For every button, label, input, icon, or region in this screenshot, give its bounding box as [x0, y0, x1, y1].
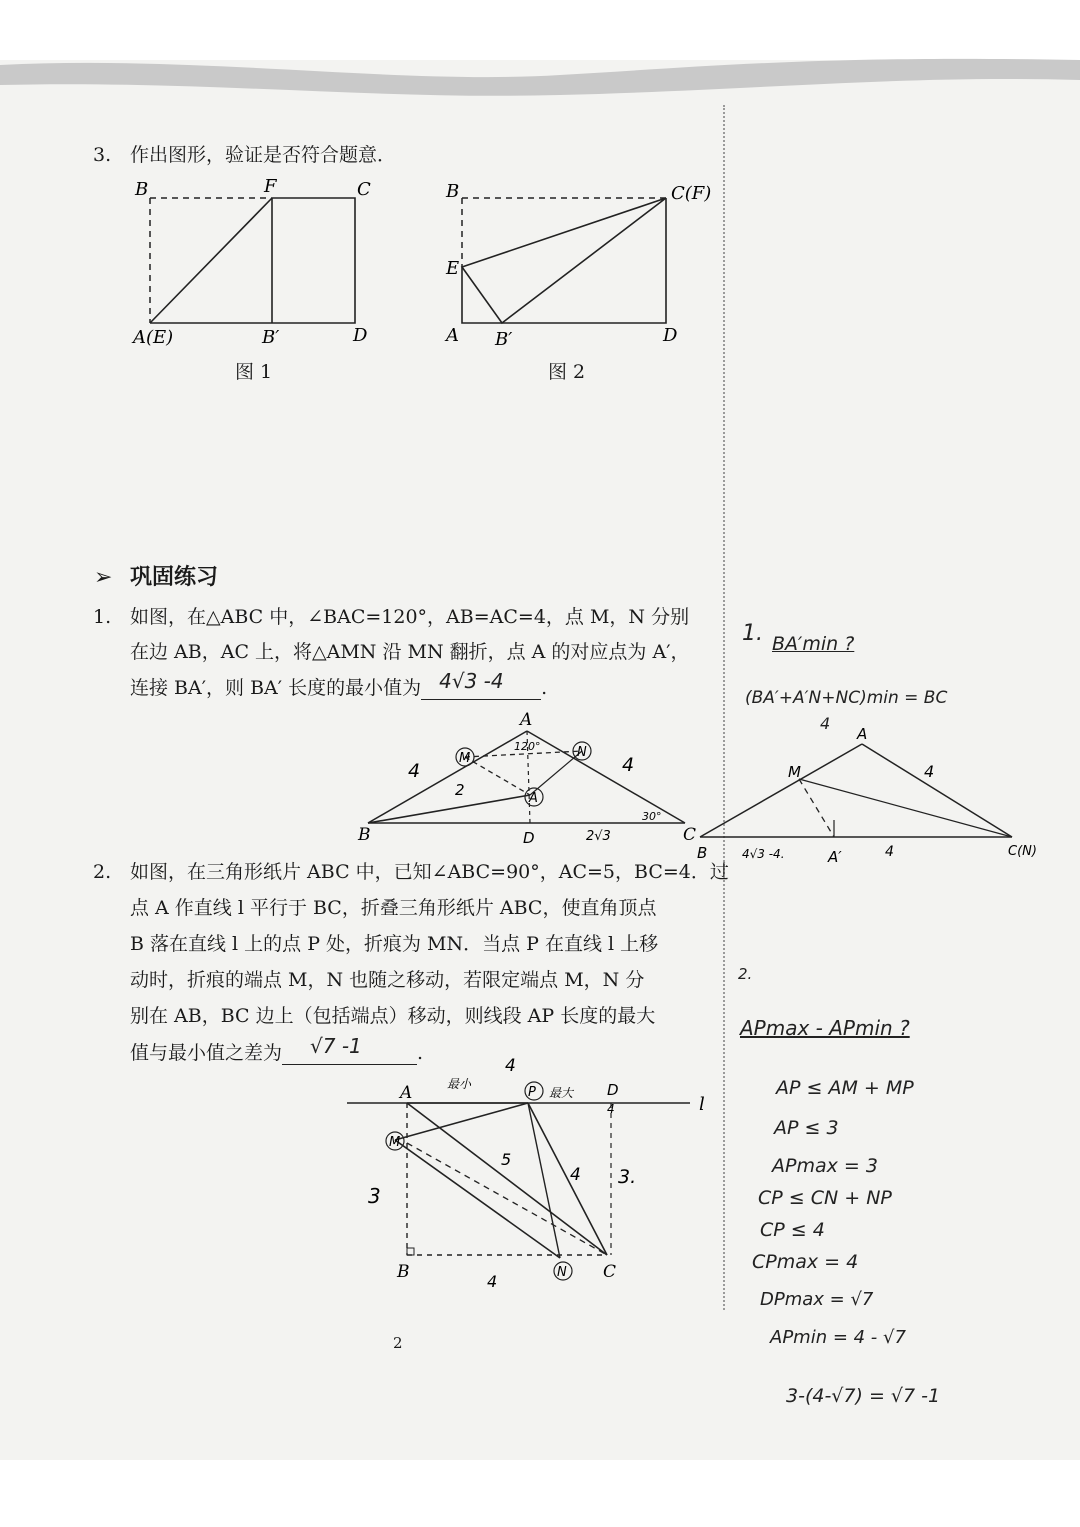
note1-number: 1.	[742, 621, 763, 646]
note2-line-1: AP ≤ AM + MP	[776, 1077, 914, 1099]
q2-label-max: 最大	[549, 1086, 574, 1100]
note1-figure	[692, 722, 1064, 872]
q2-label-p: P	[528, 1085, 536, 1100]
note2-line-7: DPmax = √7	[760, 1289, 874, 1310]
note1-fig-a: A	[857, 725, 868, 743]
fig2-label-e: E	[446, 258, 460, 279]
q2-label-l: l	[699, 1094, 705, 1115]
note1-fig-aprime: A′	[828, 848, 842, 866]
q1-label-b: B	[358, 825, 371, 845]
note2-line-5: CP ≤ 4	[760, 1219, 825, 1241]
page-number: 2	[393, 1334, 403, 1352]
fig1-label-a: A(E)	[133, 327, 174, 348]
q1-number: 1.	[93, 606, 112, 628]
q1-line1: 如图，在△ABC 中，∠BAC=120°，AB=AC=4，点 M，N 分别	[130, 606, 690, 628]
q1-label-aprime: A	[529, 791, 538, 806]
q2-line4: 动时，折痕的端点 M，N 也随之移动，若限定端点 M，N 分	[130, 969, 645, 991]
fig2-label-a: A	[446, 325, 459, 346]
note1-subscript: 4	[820, 714, 831, 733]
q2-label-dc3: 3.	[618, 1166, 637, 1188]
q2-line2: 点 A 作直线 l 平行于 BC，折叠三角形纸片 ABC，使直角顶点	[130, 897, 657, 919]
fig2-label-cf: C(F)	[671, 183, 712, 204]
q2-label-min: 最小	[447, 1077, 472, 1091]
q1-label-n: N	[577, 745, 587, 760]
q1-label-c: C	[683, 825, 697, 845]
note2-line-6: CPmax = 4	[752, 1251, 859, 1273]
note2-line-8: APmin = 4 - √7	[770, 1327, 906, 1348]
section-arrow-icon: ➢	[94, 565, 113, 590]
note2-line-9: 3-(4-√7) = √7 -1	[786, 1385, 941, 1407]
q1-label-angle: 120°	[514, 740, 541, 753]
q2-label-a: A	[400, 1083, 413, 1103]
problem3-figure-2	[438, 175, 728, 355]
fig1-label-f: F	[264, 176, 277, 197]
note1-fig-m: M	[788, 763, 801, 781]
q1-line3	[130, 669, 548, 700]
note1-equation: (BA′+A′N+NC)min = BC	[745, 688, 948, 708]
scan-top-margin	[0, 0, 1080, 60]
q1-label-dc: 2√3	[586, 829, 611, 844]
q2-line5: 别在 AB，BC 边上（包括端点）移动，则线段 AP 长度的最大	[130, 1005, 656, 1027]
q2-label-d: D	[607, 1081, 619, 1099]
q2-number: 2.	[93, 861, 112, 883]
q2-period: .	[417, 1042, 424, 1064]
q1-label-m: M	[459, 751, 471, 766]
note2-line-2: AP ≤ 3	[774, 1117, 839, 1139]
fig2-label-bprime: B′	[495, 329, 513, 350]
fig2-label-b: B	[446, 181, 460, 202]
q2-label-m: M	[389, 1135, 401, 1150]
section-title: 巩固练习	[130, 565, 219, 590]
fig1-caption: 图 1	[235, 361, 273, 383]
fig1-label-b: B	[135, 179, 149, 200]
q2-handwritten-answer: √7 -1	[310, 1034, 362, 1058]
q2-label-bc4: 4	[487, 1272, 498, 1291]
q1-period: .	[541, 677, 548, 699]
fig1-label-bprime: B′	[262, 327, 280, 348]
q1-handwritten-answer: 4√3 -4	[439, 669, 504, 693]
fig2-label-d: D	[663, 325, 678, 346]
fig2-caption: 图 2	[548, 361, 586, 383]
q2-label-cp4: 4	[570, 1165, 581, 1185]
note1-fig-ba: 4√3 -4.	[742, 847, 785, 861]
note2-line-3: APmax = 3	[772, 1155, 878, 1177]
q1-label-a: A	[520, 710, 533, 730]
fig1-label-d: D	[353, 325, 368, 346]
q1-figure	[350, 705, 710, 850]
q2-line6-text: 值与最小值之差为	[130, 1042, 283, 1064]
q2-label-b: B	[397, 1262, 410, 1282]
q2-label-top4: 4	[505, 1056, 516, 1076]
q1-line2: 在边 AB，AC 上，将△AMN 沿 MN 翻折，点 A 的对应点为 A′，	[130, 641, 690, 663]
note1-fig-b: B	[697, 844, 708, 862]
scan-bottom-margin	[0, 1460, 1080, 1527]
q1-label-30: 30°	[642, 810, 662, 823]
q1-label-ma2: 2	[455, 781, 465, 799]
header-wave-decoration	[0, 55, 1080, 100]
note2-line-4: CP ≤ CN + NP	[758, 1187, 892, 1209]
note1-question: BA′min ?	[772, 633, 855, 655]
problem3-number: 3.	[93, 144, 112, 166]
q1-label-d: D	[523, 829, 535, 847]
q2-label-ab3: 3	[368, 1184, 381, 1208]
q2-label-n: N	[557, 1265, 567, 1280]
note1-fig-4: 4	[924, 762, 935, 781]
problem3-figure-1	[125, 175, 395, 355]
note2-question: APmax - APmin ?	[740, 1016, 910, 1040]
q1-answer-blank[interactable]	[421, 669, 541, 700]
note1-fig-cn: C(N)	[1008, 844, 1037, 859]
problem3-text: 作出图形，验证是否符合题意．	[130, 144, 397, 166]
q2-line3: B 落在直线 l 上的点 P 处，折痕为 MN．当点 P 在直线 l 上移	[130, 933, 659, 955]
fig1-label-c: C	[357, 179, 371, 200]
q2-label-c: C	[603, 1262, 617, 1282]
q1-label-ab4: 4	[408, 760, 421, 782]
q1-label-ac4: 4	[622, 754, 635, 776]
q2-label-ac5: 5	[501, 1150, 512, 1169]
note1-fig-4b: 4	[885, 844, 894, 860]
q1-line3-text: 连接 BA′，则 BA′ 长度的最小值为	[130, 677, 422, 699]
q2-figure	[335, 1055, 725, 1295]
note2-number: 2.	[738, 965, 753, 983]
q2-label-d4: 4	[607, 1102, 615, 1116]
q2-line1: 如图，在三角形纸片 ABC 中，已知∠ABC=90°，AC=5，BC=4．过	[130, 861, 729, 883]
